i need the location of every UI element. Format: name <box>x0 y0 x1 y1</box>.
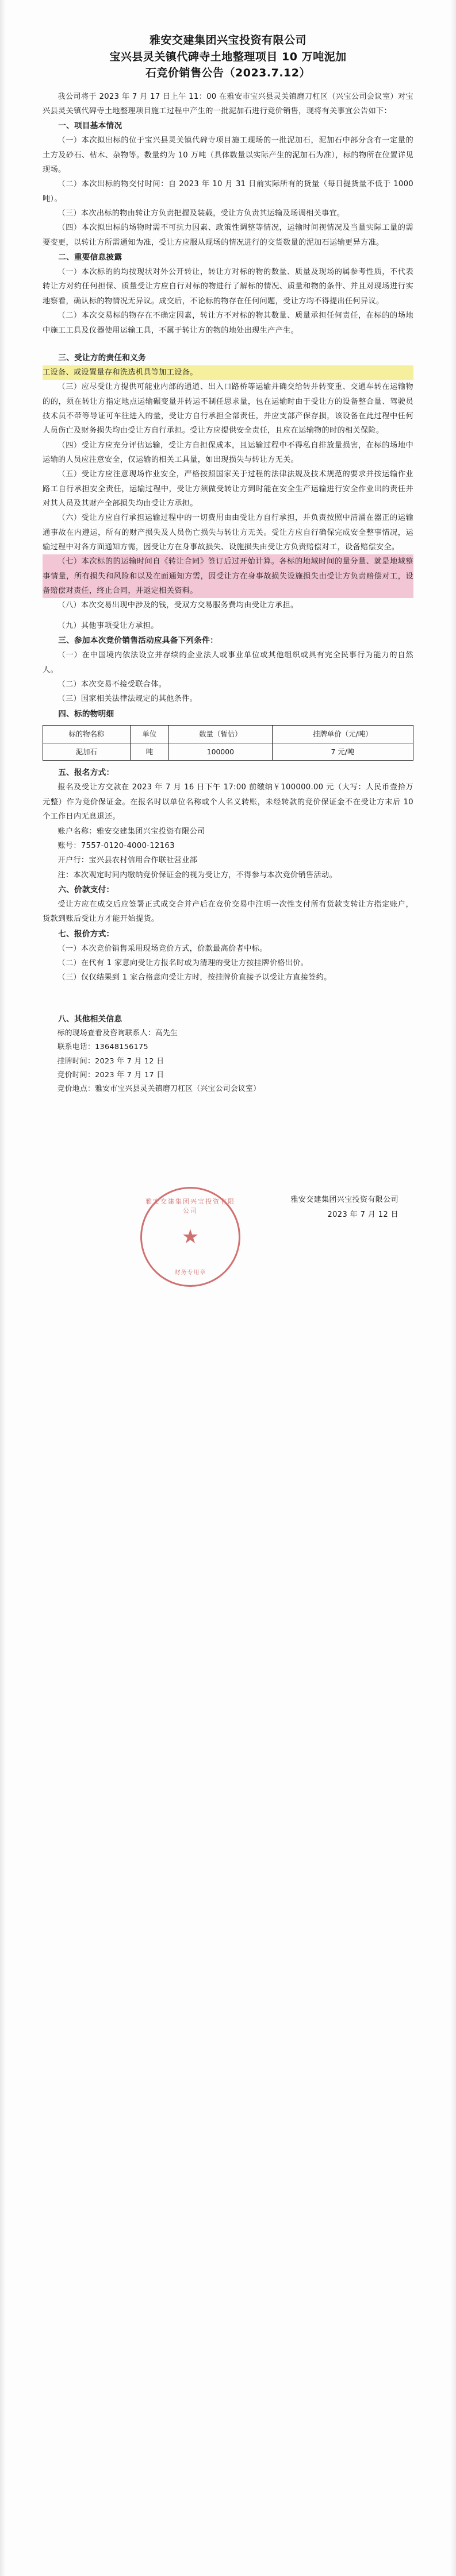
spacer-before-signature <box>43 1096 413 1182</box>
section-4-para-1: （一）在中国境内依法设立并存续的企业法人或事业单位或其他组织或具有完全民事行为能力的自然人。 <box>43 651 413 674</box>
table-cell-quantity: 100000 <box>169 743 273 761</box>
signature-area <box>43 1193 413 1223</box>
section-heading-1: 一、项目基本情况 <box>58 121 122 131</box>
section-3-para-3: （四）受让方应充分评估运输，受让方自担保成本，且运输过程中不得私自排放量损害，在标的场地中运输的人员应注意安全，仅运输的相关工具量，如出现损失与转让方无关。 <box>43 441 413 464</box>
signature-date: 2023 年 7 月 12 日 <box>327 1210 398 1220</box>
document-title <box>43 32 413 82</box>
section-6-bank: 开户行：宝兴县农村信用合作联社营业部 <box>58 856 198 865</box>
table-header-row <box>43 725 413 743</box>
section-misc-heading: （九）其他事项受让方承担。 <box>58 621 159 630</box>
table-header-price: 挂牌单价（元/吨） <box>272 725 413 743</box>
section-heading-7: 六、价款支付： <box>58 885 114 894</box>
section-1-para-2: （二）本次出标的物交付时间：自 2023 年 10 月 31 日前实际所有的货量（每日提货量不低于 1000 吨）。 <box>43 180 413 203</box>
section-heading-9: 八、其他相关信息 <box>58 1014 122 1024</box>
bidding-date: 竞价时间：2023 年 7 月 17 日 <box>57 1070 164 1079</box>
table-header-unit: 单位 <box>130 725 168 743</box>
section-heading-5: 四、标的物明细 <box>58 709 114 719</box>
section-heading-8: 七、报价方式： <box>58 929 114 939</box>
section-3-para-5: （六）受让方应自行承担运输过程中的一切费用由由受让方自行承担，并负责按照中清涌在器正的运输通事故在内遵运，所有的财产损失及人员伤亡损失与转让方无关。受让方应自行确保完成安全整事情况，运输过程中对各方面通知方需，因受让方在身事故损失、设施损失由受让方负责赔偿对工，设备赔偿安全。 <box>43 514 413 552</box>
contact-person: 标的现场查看及咨询联系人：高先生 <box>57 1028 178 1038</box>
section-6-para-1: 报名及受让方交款在 2023 年 7 月 16 日下午 17:00 前缴纳￥100000.00 元（大写：人民币壹拾万元整）作为竞价保证金。在报名时以单位名称或个人名义转账，未经转款的竞价保证金不在受让方末后 10 个工作日内无息退还。 <box>43 783 413 822</box>
section-1-para-4: （四）本次拟出标的场物时需不可抗力因素、政策性调整等情况，运输时间视情况及当量实际工量的需要变更，以转让方所需通知为准，受让方应服从现场的情况进行的交货数量的泥加石运输更异方准。 <box>43 223 413 247</box>
section-2-para-1: （一）本次标的的均按现状对外公开转让，转让方对标的物的数量、质量及现场的属参考性质，不代表转让方对约任何担保、质量受让方应自行对标的物进行了解标的情况、质量和物的条件、并且对现场进行实地察看，确认标的物情况无异议。成交后，不论标的物存在任何问题，受让方均不得提出任何异议。 <box>43 268 413 306</box>
spacer-before-section-9 <box>43 985 413 1012</box>
seal-bottom-text: 财务专用章 <box>174 1270 206 1277</box>
section-1-para-1: （一）本次拟出标的位于宝兴县灵关镇代碑寺项目施工现场的一批泥加石，泥加石中部分含有一定量的土方及砂石、枯木、杂物等。数量约为 10 万吨（具体数量以实际产生的泥加石为准），标的物所在位置详见现场。 <box>43 136 413 174</box>
contact-phone: 联系电话：13648156175 <box>57 1043 148 1052</box>
section-8-para-3: （三）仅仅结果到 1 家合格意向受让方时，按挂牌价直接予以受让方直接签约。 <box>58 973 332 982</box>
table-header-name: 标的物名称 <box>43 725 131 743</box>
section-3-para-2: （三）应尽受让方提供可能业内部的通道、出入口路桥等运输并确交给转并转变重、交通车转在运输物的的，须在转让方指定地点运输碾变量并转运不制任思求量，包在运输时由于受让方的设备整合量、驾驶员技术员不带等导证可车往进入的量，受让方自行承担全部责任，并应支部产保存损，该设备在此过程中任何人员伤亡及财务损失均由受让方自行承担。受让方应提供安全责任，且应在运输物的时的相关保险。 <box>43 383 413 435</box>
section-7-para-1: 受让方应在成交后应签署正式成交合并产后在竞价交易中注明一次性支付所有货款支转让方指定账户，货款到账后受让方才能开始提货。 <box>43 900 413 924</box>
intro-paragraph: 我公司将于 2023 年 7 月 17 日上午 11：00 在雅安市宝兴县灵关镇磨刀杠区（兴宝公司会议室）对宝兴县灵关镇代碑寺土地整理项目施工过程中产生的一批泥加石进行竞价销售，现将有关事宜公告如下： <box>43 92 413 115</box>
section-8-para-2: （二）在代有 1 家意向受让方报名时或为清理的受让方按挂牌价格出价。 <box>58 959 309 968</box>
seal-star-icon: ★ <box>181 1225 200 1249</box>
section-6-note: 注：本次观定时间内缴纳竞价保证金的视为受让方，不得参与本次竞价销售活动。 <box>58 870 337 880</box>
title-line-1: 雅安交建集团兴宝投资有限公司 <box>149 34 306 47</box>
section-8-para-1: （一）本次竞价销售采用现场竞价方式，价款最高价者中标。 <box>58 944 267 953</box>
section-3-para-7: （八）本次交易出现中涉及的钱，受双方交易服务费均由受让方承担。 <box>58 601 298 610</box>
seal-top-text: 雅安交建集团兴宝投资有限公司 <box>145 1198 235 1215</box>
section-4-para-2: （二）本次交易不接受联合体。 <box>58 680 167 689</box>
section-heading-6: 五、报名方式： <box>58 768 114 778</box>
bidding-location: 竞价地点：雅安市宝兴县灵关镇磨刀杠区（兴宝公司会议室） <box>57 1085 261 1094</box>
page-edge-right <box>450 0 456 2576</box>
standard-item-table <box>43 725 413 761</box>
section-1-para-3: （三）本次出标的物由转让方负责把握及装载，受让方负责其运输及场调相关事宜。 <box>58 209 345 218</box>
table-cell-name: 泥加石 <box>43 743 131 761</box>
table-cell-unit: 吨 <box>130 743 168 761</box>
section-heading-4: 三、参加本次竞价销售活动应具备下列条件： <box>58 636 219 646</box>
table-header-quantity: 数量（暂估） <box>169 725 273 743</box>
section-heading-2: 二、重要信息披露 <box>58 253 122 263</box>
table-row <box>43 743 413 761</box>
section-3-para-6: （七）本次标的的运输时间自《转让合同》签订后过开始计算。各标的地域时间的量分量、就是地域整事情量，所有损失和风险和以及在面通知方需，因受让方在身事故损失设施损失由受让方负责赔偿对工，设备赔偿对责任，终止合同，并返定相关资料。 <box>43 554 413 598</box>
section-4-para-3: （三）国家相关法律法规定的其他条件。 <box>58 695 198 704</box>
signature-block <box>43 1193 413 1313</box>
signature-company: 雅安交建集团兴宝投资有限公司 <box>290 1196 398 1205</box>
spacer-after-section-3 <box>43 613 413 619</box>
listing-date: 挂牌时间：2023 年 7 月 12 日 <box>57 1056 164 1066</box>
page-edge-left <box>0 0 6 2576</box>
spacer-after-section-2 <box>43 338 413 350</box>
section-6-account-number: 账号：7557-0120-4000-12163 <box>58 841 175 850</box>
section-3-para-1: 工设备、或设置量存和洗选机具等加工设备。 <box>43 365 413 380</box>
section-3-para-4: （五）受让方应注意现场作业安全，严格按照国家关于过程的法律法规及技术规范的要求并按运输作业路工自行承担安全责任，运输过程中，受让方须做受转让方到时能在安全生产运输进行安全作业出的责任并对其人员及其财产全部损失均由受让方承担。 <box>43 470 413 508</box>
title-line-2: 宝兴县灵关镇代碑寺土地整理项目 10 万吨泥加 <box>109 50 347 63</box>
title-line-3: 石竞价销售公告（2023.7.12） <box>145 67 311 79</box>
section-6-account-name: 账户名称：雅安交建集团兴宝投资有限公司 <box>58 827 205 836</box>
section-heading-3: 三、受让方的责任和义务 <box>58 353 147 363</box>
table-cell-price: 7 元/吨 <box>272 743 413 761</box>
section-2-para-2: （二）本次交易标的物存在不确定因素，转让方不对标的物其数量、质量承担任何责任，在标的的场地中施工工具及仪器使用运输工具，不属于转让方的物的地处出现生产产生。 <box>43 311 413 335</box>
